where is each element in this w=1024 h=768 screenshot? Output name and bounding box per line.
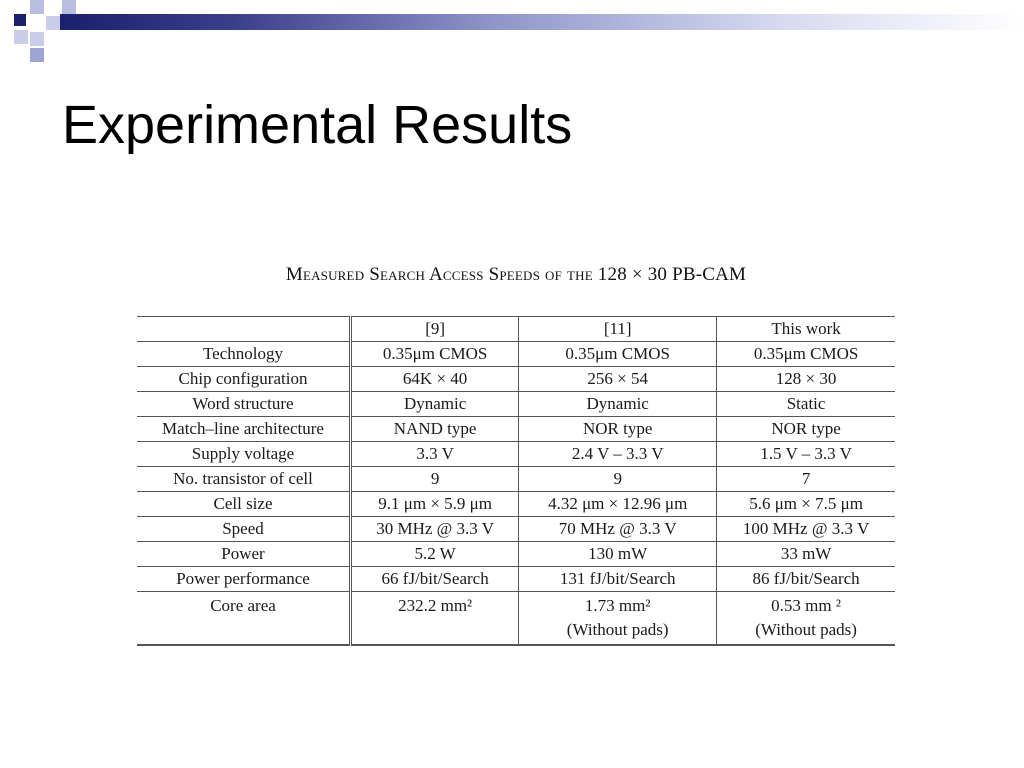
table-row (137, 467, 895, 492)
table-header-row (137, 317, 895, 342)
table-cell: 64K × 40 (351, 367, 519, 392)
table-cell: 2.4 V – 3.3 V (519, 442, 717, 467)
table-row (137, 367, 895, 392)
table-cell: NOR type (519, 417, 717, 442)
table-header-cell: [9] (351, 317, 519, 342)
table-cell: 4.32 μm × 12.96 μm (519, 492, 717, 517)
table-cell: 7 (717, 467, 895, 492)
table-row (137, 542, 895, 567)
table-cell: 70 MHz @ 3.3 V (519, 517, 717, 542)
table-header-cell (137, 317, 351, 342)
table-cell (717, 592, 895, 646)
table-row (137, 517, 895, 542)
row-label: Speed (137, 517, 351, 542)
table-cell: Dynamic (351, 392, 519, 417)
table-cell: 130 mW (519, 542, 717, 567)
table-cell: 86 fJ/bit/Search (717, 567, 895, 592)
table-row (137, 392, 895, 417)
row-label: No. transistor of cell (137, 467, 351, 492)
table-header-cell: This work (717, 317, 895, 342)
row-label: Core area (137, 592, 351, 646)
logo-square (30, 0, 44, 14)
table-cell: 0.35μm CMOS (717, 342, 895, 367)
logo-square (30, 32, 44, 46)
row-label: Chip configuration (137, 367, 351, 392)
cell-value: 232.2 mm² (398, 596, 473, 615)
row-label: Cell size (137, 492, 351, 517)
table-cell: 9 (351, 467, 519, 492)
table-cell (351, 592, 519, 646)
logo-square (30, 16, 44, 30)
table-cell: 66 fJ/bit/Search (351, 567, 519, 592)
table-cell: 256 × 54 (519, 367, 717, 392)
cell-note: (Without pads) (755, 620, 857, 639)
table-cell: 0.35μm CMOS (519, 342, 717, 367)
logo-square (46, 16, 60, 30)
table-cell: 100 MHz @ 3.3 V (717, 517, 895, 542)
slide-logo-decoration (0, 0, 1024, 70)
row-label: Word structure (137, 392, 351, 417)
results-table (137, 316, 895, 646)
table-cell: 1.5 V – 3.3 V (717, 442, 895, 467)
row-label: Supply voltage (137, 442, 351, 467)
table-cell: NOR type (717, 417, 895, 442)
table-cell: 9 (519, 467, 717, 492)
logo-square (46, 0, 60, 14)
table-row (137, 417, 895, 442)
table-cell: 0.35μm CMOS (351, 342, 519, 367)
table-header-cell: [11] (519, 317, 717, 342)
cell-note: (Without pads) (566, 620, 669, 639)
row-label: Match–line architecture (137, 417, 351, 442)
cell-value: 0.53 mm ² (771, 596, 841, 615)
row-label: Power (137, 542, 351, 567)
table-row-core-area (137, 592, 895, 646)
logo-square (62, 0, 76, 14)
table-cell: Dynamic (519, 392, 717, 417)
logo-square (30, 48, 44, 62)
table-cell: 3.3 V (351, 442, 519, 467)
table-cell: 128 × 30 (717, 367, 895, 392)
table-cell: 5.2 W (351, 542, 519, 567)
table-cell: 33 mW (717, 542, 895, 567)
page-title: Experimental Results (62, 95, 573, 155)
table-caption: Measured Search Access Speeds of the 128 × 30 PB-CAM (285, 264, 747, 285)
table-row (137, 492, 895, 517)
cell-value: 1.73 mm² (584, 596, 651, 615)
row-label: Technology (137, 342, 351, 367)
header-gradient-bar (60, 14, 1024, 30)
table-cell: 30 MHz @ 3.3 V (351, 517, 519, 542)
row-label: Power performance (137, 567, 351, 592)
table-cell: 9.1 μm × 5.9 μm (351, 492, 519, 517)
table-cell: 131 fJ/bit/Search (519, 567, 717, 592)
table-row (137, 442, 895, 467)
table-cell (519, 592, 717, 646)
table-row (137, 342, 895, 367)
logo-square (14, 30, 28, 44)
table-cell: 5.6 μm × 7.5 μm (717, 492, 895, 517)
table-cell: NAND type (351, 417, 519, 442)
table-row (137, 567, 895, 592)
table-cell: Static (717, 392, 895, 417)
logo-square (14, 14, 26, 26)
